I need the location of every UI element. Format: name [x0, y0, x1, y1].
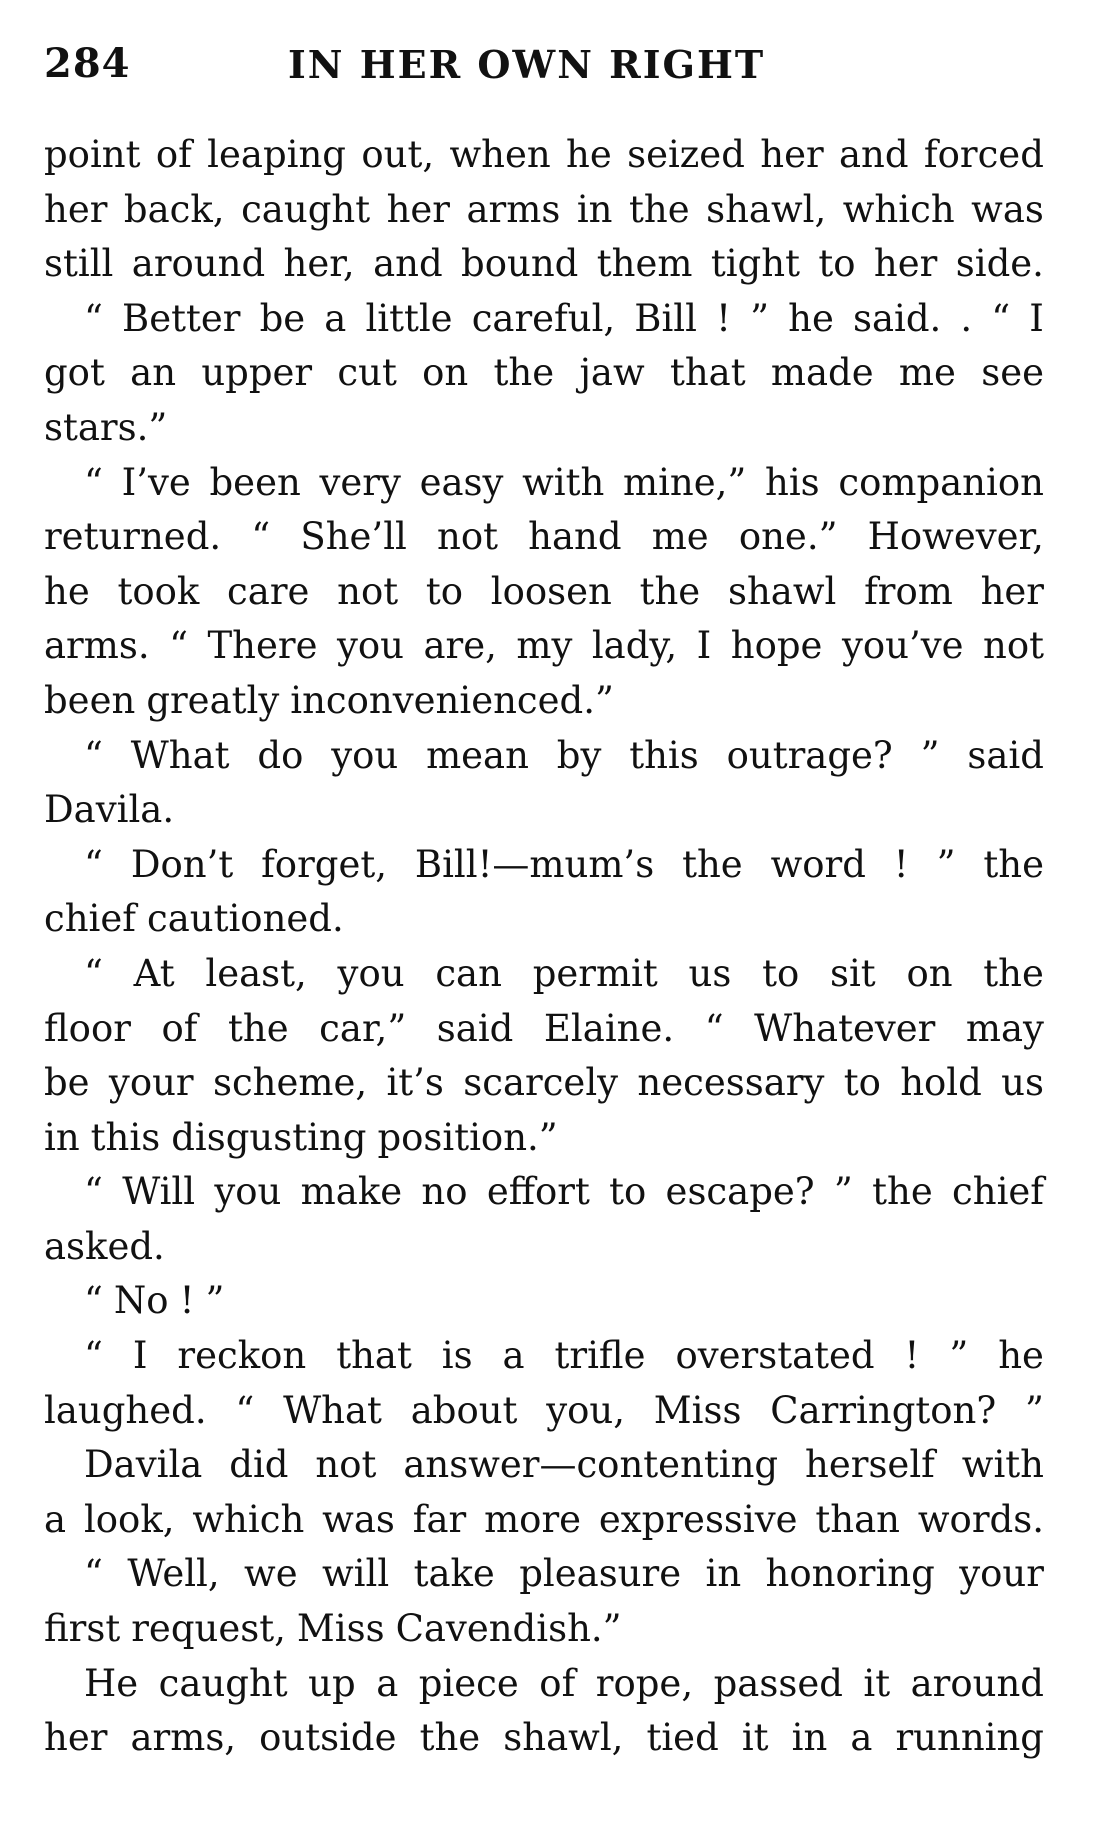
text-line: her back, caught her arms in the shawl, which was: [44, 187, 1044, 231]
text-line: got an upper cut on the jaw that made me see: [44, 351, 1044, 395]
text-line: chief cautioned.: [44, 897, 344, 941]
text-line: Davila did not answer—contenting herself with: [84, 1443, 1044, 1487]
text-line: asked.: [44, 1224, 165, 1268]
text-line: stars.”: [44, 405, 168, 449]
text-line: laughed. “ What about you, Miss Carrington? ”: [44, 1388, 1044, 1432]
page-header: [44, 40, 1034, 90]
text-line: be your scheme, it’s scarcely necessary to hold us: [44, 1061, 1044, 1105]
page-number: 284: [44, 40, 131, 87]
text-line: “ Don’t forget, Bill!—mum’s the word ! ” the: [84, 842, 1044, 886]
text-line: in this disgusting position.”: [44, 1115, 558, 1159]
text-line: point of leaping out, when he seized her and forced: [44, 133, 1044, 176]
text-line: been greatly inconvenienced.”: [44, 678, 614, 722]
text-line: he took care not to loosen the shawl from her: [44, 569, 1044, 613]
text-line: arms. “ There you are, my lady, I hope you’ve not: [44, 624, 1044, 668]
text-line: her arms, outside the shawl, tied it in a running: [44, 1716, 1044, 1760]
text-line: “ Well, we will take pleasure in honoring your: [84, 1552, 1044, 1596]
text-line: “ Will you make no effort to escape? ” the chief: [84, 1170, 1044, 1214]
text-line: “ Better be a little careful, Bill ! ” he said. . “ I: [84, 296, 1044, 340]
text-line: returned. “ She’ll not hand me one.” However,: [44, 515, 1044, 559]
body-text: [44, 128, 1044, 1766]
text-line: He caught up a piece of rope, passed it around: [84, 1661, 1044, 1705]
text-line: Davila.: [44, 788, 175, 832]
text-line: “ I reckon that is a trifle overstated ! ” he: [84, 1334, 1044, 1378]
text-line: still around her, and bound them tight to her side.: [44, 242, 1044, 286]
text-line: “ What do you mean by this outrage? ” said: [84, 733, 1044, 777]
text-line: floor of the car,” said Elaine. “ Whatever may: [44, 1006, 1044, 1050]
text-line: a look, which was far more expressive than words.: [44, 1497, 1044, 1541]
text-line: “ No ! ”: [84, 1279, 225, 1323]
text-line: first request, Miss Cavendish.”: [44, 1607, 622, 1651]
running-head: IN HER OWN RIGHT: [288, 42, 766, 87]
text-line: “ At least, you can permit us to sit on the: [84, 951, 1044, 995]
text-line: “ I’ve been very easy with mine,” his companion: [84, 460, 1044, 504]
